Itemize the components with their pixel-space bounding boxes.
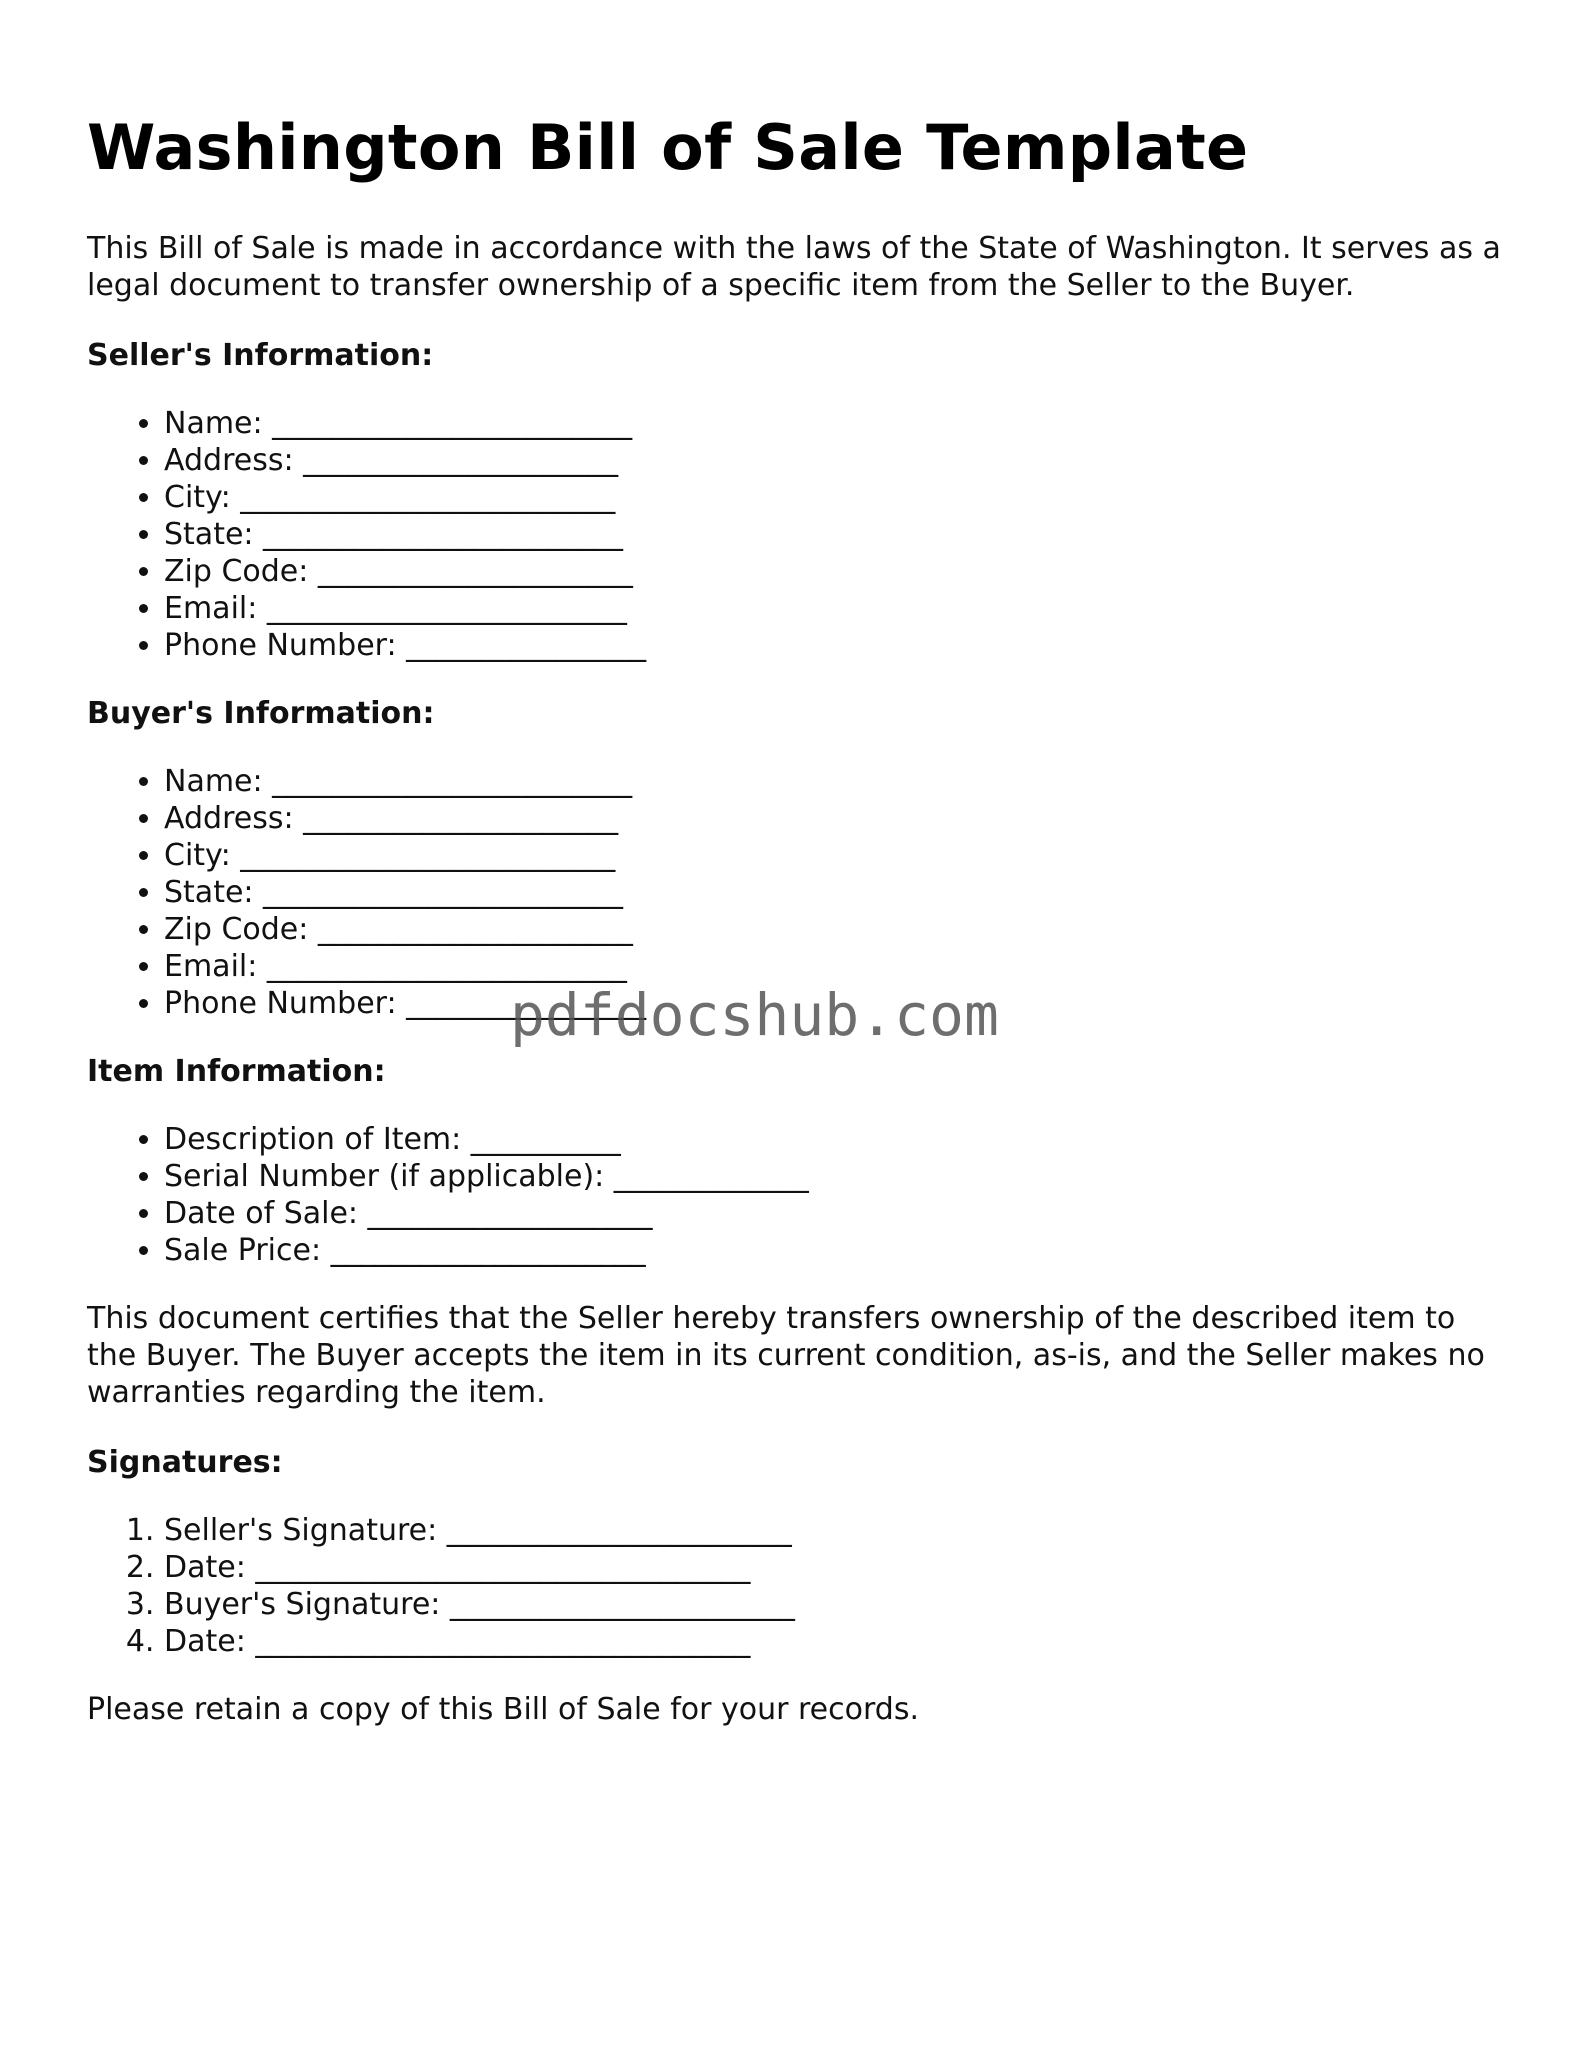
seller-state-field: • State: ________________________ <box>164 516 1507 553</box>
item-heading: Item Information: <box>87 1054 386 1089</box>
buyer-city-field: • City: _________________________ <box>164 837 1507 874</box>
buyer-name-field: • Name: ________________________ <box>164 763 1507 800</box>
item-fields-list <box>87 1121 1507 1269</box>
item-serial-field: • Serial Number (if applicable): _____________ <box>164 1158 1507 1195</box>
seller-fields-list <box>87 405 1507 664</box>
item-description-field: • Description of Item: __________ <box>164 1121 1507 1158</box>
closing-note: Please retain a copy of this Bill of Sale for your records. <box>87 1692 919 1727</box>
seller-phone-field: • Phone Number: ________________ <box>164 627 1507 664</box>
buyer-address-field: • Address: _____________________ <box>164 800 1507 837</box>
buyer-phone-field: • Phone Number: ________________ <box>164 985 1507 1022</box>
seller-city-field: • City: _________________________ <box>164 479 1507 516</box>
buyer-state-field: • State: ________________________ <box>164 874 1507 911</box>
seller-heading: Seller's Information: <box>87 338 434 373</box>
item-date-field: • Date of Sale: ___________________ <box>164 1195 1507 1232</box>
certification-paragraph: This document certifies that the Seller hereby transfers ownership of the described item to the Buyer. The Buyer accepts the item in its current condition, as-is, and the Seller makes no warranties regarding the item. <box>87 1301 1485 1410</box>
signatures-heading: Signatures: <box>87 1445 283 1480</box>
document-page <box>87 108 1507 1728</box>
watermark: pdfdocshub.com <box>510 981 999 1049</box>
item-price-field: • Sale Price: _____________________ <box>164 1232 1507 1269</box>
buyer-signature-field: 3. Buyer's Signature: _______________________ <box>164 1586 1507 1623</box>
page-title: Washington Bill of Sale Template <box>87 111 1249 184</box>
seller-signature-field: 1. Seller's Signature: _______________________ <box>164 1512 1507 1549</box>
buyer-heading: Buyer's Information: <box>87 696 435 731</box>
buyer-date-field: 4. Date: _________________________________ <box>164 1623 1507 1660</box>
seller-address-field: • Address: _____________________ <box>164 442 1507 479</box>
buyer-email-field: • Email: ________________________ <box>164 948 1507 985</box>
seller-email-field: • Email: ________________________ <box>164 590 1507 627</box>
intro-paragraph: This Bill of Sale is made in accordance with the laws of the State of Washington. It serves as a legal document to transfer ownership of a specific item from the Seller to the Buyer. <box>87 231 1501 303</box>
buyer-zip-field: • Zip Code: _____________________ <box>164 911 1507 948</box>
seller-date-field: 2. Date: _________________________________ <box>164 1549 1507 1586</box>
signatures-list <box>87 1512 1507 1660</box>
seller-zip-field: • Zip Code: _____________________ <box>164 553 1507 590</box>
seller-name-field: • Name: ________________________ <box>164 405 1507 442</box>
